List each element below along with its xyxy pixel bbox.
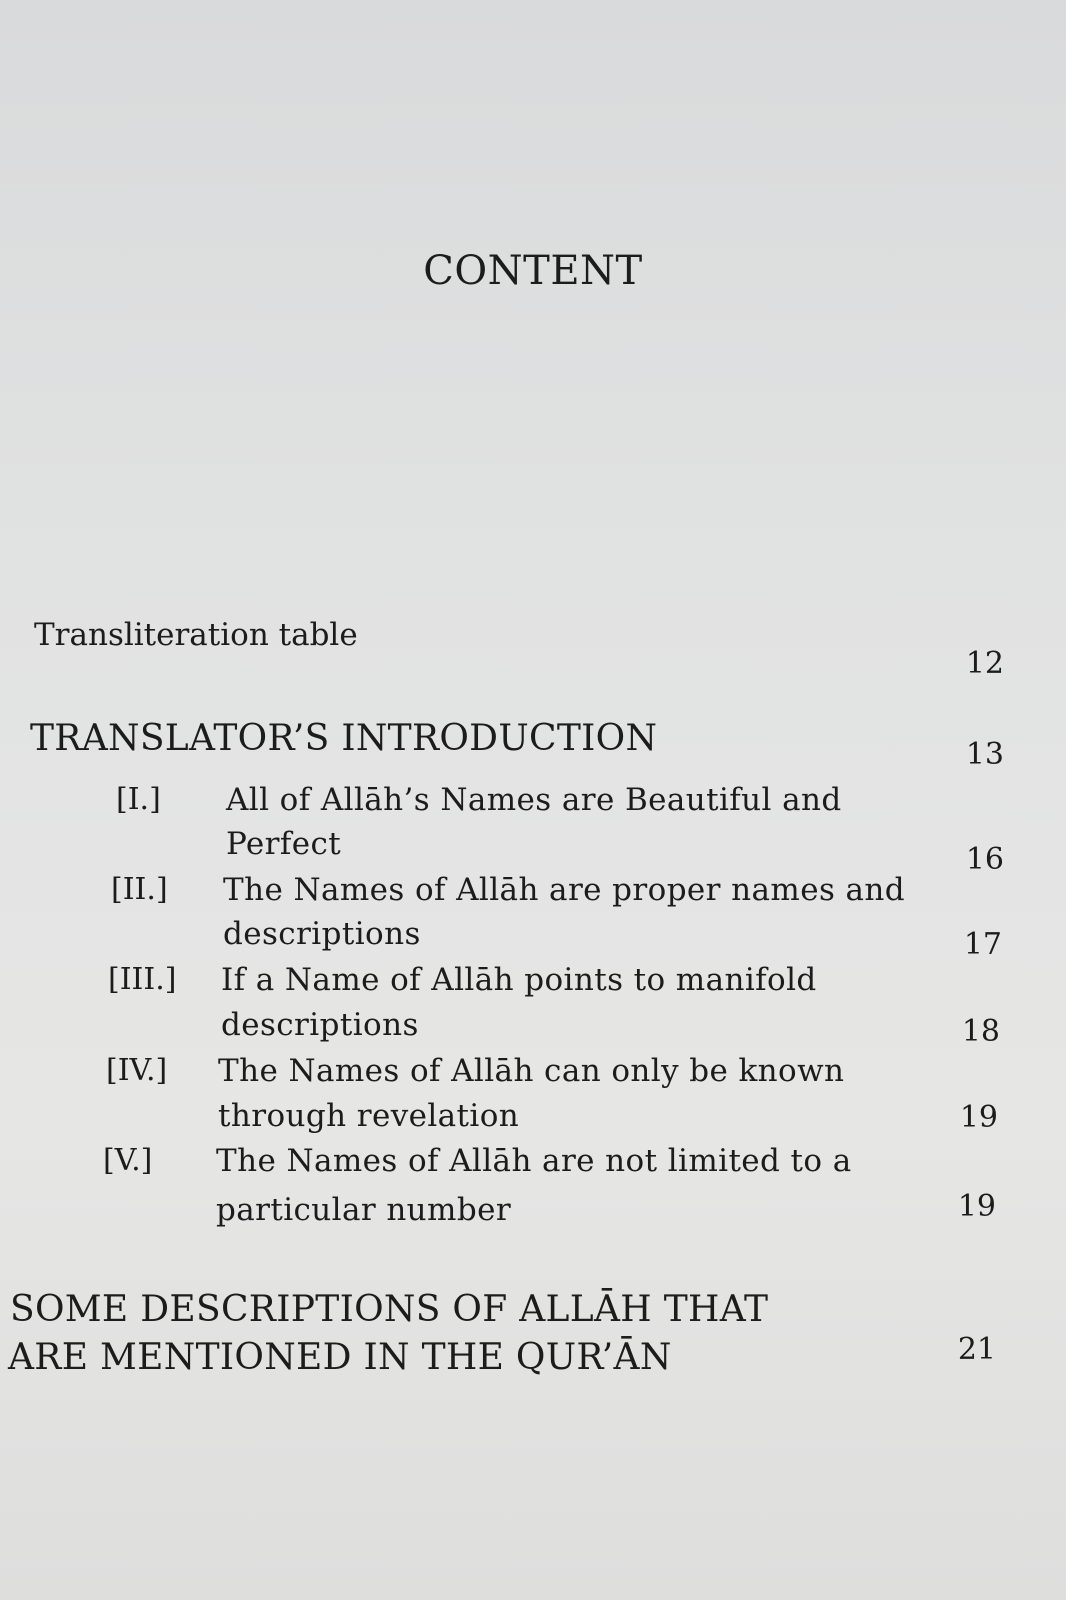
- subentry-numeral: [III.]: [108, 962, 177, 997]
- subentry-text-line1: The Names of Allāh are proper names and: [223, 872, 905, 908]
- toc-entry-descriptions-heading-line2: ARE MENTIONED IN THE QUR’ĀN: [8, 1337, 672, 1378]
- toc-entry-translators-introduction: TRANSLATOR’S INTRODUCTION: [30, 718, 658, 759]
- subentry-page: 16: [965, 842, 1004, 877]
- toc-entry-transliteration: Transliteration table: [34, 617, 358, 653]
- subentry-text-line1: If a Name of Allāh points to manifold: [221, 962, 817, 998]
- toc-page-transliteration: 12: [965, 646, 1004, 681]
- subentry-page: 18: [961, 1014, 1000, 1049]
- subentry-page: 19: [959, 1100, 998, 1135]
- subentry-text-line1: The Names of Allāh can only be known: [218, 1053, 845, 1089]
- subentry-page: 19: [957, 1189, 996, 1224]
- subentry-text-line2: particular number: [216, 1192, 512, 1228]
- toc-page-translators-introduction: 13: [965, 737, 1004, 772]
- subentry-text-line1: The Names of Allāh are not limited to a: [216, 1143, 852, 1179]
- toc-entry-descriptions-heading-line1: SOME DESCRIPTIONS OF ALLĀH THAT: [10, 1289, 769, 1330]
- subentry-numeral: [II.]: [111, 872, 168, 907]
- subentry-page: 17: [963, 927, 1002, 962]
- subentry-text-line2: descriptions: [223, 916, 421, 952]
- subentry-text-line2: through revelation: [218, 1098, 520, 1134]
- page-title: CONTENT: [423, 248, 643, 294]
- subentry-numeral: [I.]: [116, 782, 161, 817]
- subentry-numeral: [V.]: [103, 1143, 153, 1178]
- toc-page-descriptions: 21: [957, 1332, 996, 1367]
- subentry-text-line2: descriptions: [221, 1007, 419, 1043]
- subentry-numeral: [IV.]: [106, 1053, 168, 1088]
- subentry-text-line1: All of Allāh’s Names are Beautiful and: [226, 782, 842, 818]
- subentry-text-line2: Perfect: [226, 826, 342, 862]
